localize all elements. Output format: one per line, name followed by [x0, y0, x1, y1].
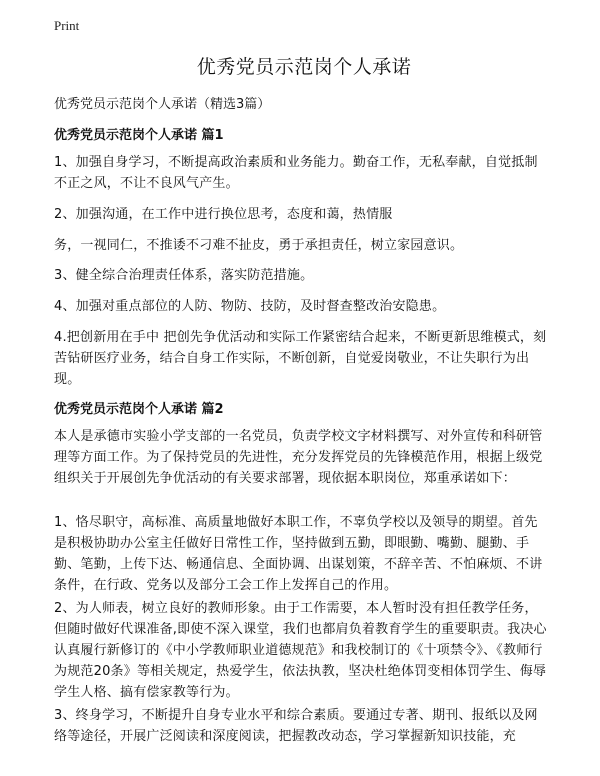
section-2-paragraph-3: 2、为人师表，树立良好的教师形象。由于工作需要，本人暂时没有担任教学任务，但随时做好代课准备,即使不深入课堂，我们也都肩负着教育学生的重要职责。我决心认真履行新修订的《中小学教师职业道德规范》和我校制订的《十项禁令》、《教师行为规范20条》等相关规定，热爱学生，依法执教，坚决杜绝体罚变相体罚学生、侮辱学生人格、搞有偿家教等行为。	[54, 601, 547, 700]
section-2-paragraph-4: 3、终身学习，不断提升自身专业水平和综合素质。要通过专著、期刊、报纸以及网络等途径，开展广泛阅读和深度阅读，把握教改动态，学习掌握新知识技能，充	[54, 708, 538, 744]
section-1-paragraph-4: 3、健全综合治理责任体系，落实防范措施。	[54, 268, 314, 283]
document-title: 优秀党员示范岗个人承诺	[196, 56, 412, 78]
section-2-heading: 优秀党员示范岗个人承诺 篇2	[54, 402, 224, 417]
section-1-paragraph-2: 2、加强沟通，在工作中进行换位思考，态度和蔼，热情服	[54, 207, 393, 222]
section-1-paragraph-6: 4.把创新用在手中 把创先争优活动和实际工作紧密结合起来，不断更新思维模式，刻苦钻研医疗业务，结合自身工作实际，不断创新，自觉爱岗敬业，不让失职行为出现。	[54, 330, 547, 387]
section-1-paragraph-1: 1、加强自身学习，不断提高政治素质和业务能力。勤奋工作，无私奉献，自觉抵制不正之风，不让不良风气产生。	[54, 155, 538, 191]
print-label[interactable]: Print	[54, 18, 80, 33]
section-1-heading: 优秀党员示范岗个人承诺 篇1	[54, 128, 224, 143]
section-2-paragraph-1: 本人是承德市实验小学支部的一名党员，负责学校文字材料撰写、对外宣传和科研管理等方面工作。为了保持党员的先进性，充分发挥党员的先锋模范作用，根据上级党组织关于开展创先争优活动的有关要求部署，现依据本职岗位，郑重承诺如下：	[54, 429, 543, 486]
section-1-paragraph-3: 务，一视同仁，不推诿不刁难不扯皮，勇于承担责任，树立家园意识。	[54, 238, 464, 253]
section-1-paragraph-5: 4、加强对重点部位的人防、物防、技防，及时督查整改治安隐患。	[54, 299, 446, 314]
document-subtitle: 优秀党员示范岗个人承诺（精选3篇）	[54, 97, 271, 112]
section-2-paragraph-2: 1、恪尽职守，高标准、高质量地做好本职工作，不辜负学校以及领导的期望。首先是积极协助办公室主任做好日常性工作，坚持做到五勤，即眼勤、嘴勤、腿勤、手勤、笔勤，上传下达、畅通信息、全面协调、出谋划策，不辞辛苦、不怕麻烦、不讲条件，在行政、党务以及部分工会工作上发挥自己的作用。	[54, 515, 543, 593]
